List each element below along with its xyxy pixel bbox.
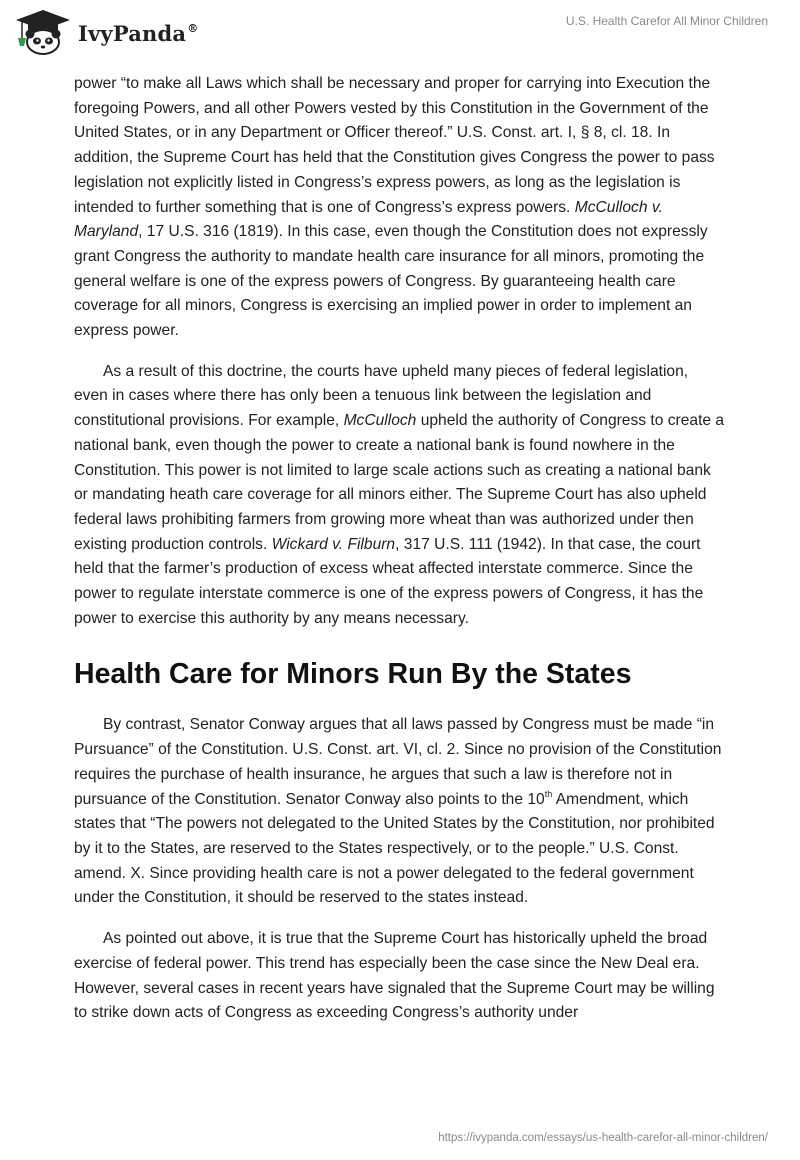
case-citation: McCulloch: [343, 412, 417, 430]
page-header: [0, 0, 800, 70]
paragraph: As pointed out above, it is true that the Supreme Court has historically upheld the broad exercise of federal power. This trend has especially been the case since the New Deal era. However, several cases in recent years have signaled that the Supreme Court may be willing to strike down acts of Congress as exceeding Congress’s authority under: [74, 930, 715, 1022]
brand-name: IvyPanda®: [78, 20, 199, 46]
paragraph: As a result of this doctrine, the courts have upheld many pieces of federal legislation, even in cases where there has only been a tenuous link between the legislation and constitutional provisions. For example, McCulloch upheld the authority of Congress to create a national bank, even though the power to create a national bank is found nowhere in the Constitution. This power is not limited to large scale actions such as creating a national bank or mandating heath care coverage for all minors either. The Supreme Court has also upheld federal laws prohibiting farmers from growing more wheat than was authorized under then existing production controls. Wickard v. Filburn, 317 U.S. 111 (1942). In that case, the court held that the farmer’s production of excess wheat affected interstate commerce. Since the power to regulate interstate commerce is one of the express powers of Congress, it has the power to exercise this authority by any means necessary.: [74, 362, 725, 627]
document-title: U.S. Health Carefor All Minor Children: [565, 14, 768, 28]
case-citation: McCulloch v. Maryland: [74, 198, 663, 241]
ivypanda-logo[interactable]: [14, 8, 198, 56]
case-citation: Wickard v. Filburn: [271, 535, 396, 553]
paragraph: By contrast, Senator Conway argues that all laws passed by Congress must be made “in Pursuance” of the Constitution. U.S. Const. art. VI, cl. 2. Since no provision of the Constitution requires the purchase of health insurance, he argues that such a law is therefore not in pursuance of the Constitution. Senator Conway also points to the 10th Amendment, which states that “The powers not delegated to the United States by the Constitution, nor prohibited by it to the States, are reserved to the States respectively, or to the people.” U.S. Const. amend. X. Since providing health care is not a power delegated to the federal government under the Constitution, it should be reserved to the states instead.: [74, 716, 722, 907]
paragraph: power “to make all Laws which shall be necessary and proper for carrying into Execution the foregoing Powers, and all other Powers vested by this Constitution in the Government of the United States, or in any Department or Officer thereof.” U.S. Const. art. I, § 8, cl. 18. In addition, the Supreme Court has held that the Constitution gives Congress the power to pass legislation not explicitly listed in Congress’s express powers, as long as the legislation is intended to further something that is one of Congress’s express powers. McCulloch v. Maryland, 17 U.S. 316 (1819). In this case, even though the Constitution does not expressly grant Congress the authority to mandate health care insurance for all minors, promoting the general welfare is one of the express powers of Congress. By guaranteeing health care coverage for all minors, Congress is exercising an implied power in order to implement an express power.: [74, 75, 715, 340]
panda-graduation-icon: [14, 8, 72, 56]
essay-body: [74, 72, 726, 1042]
source-url[interactable]: https://ivypanda.com/essays/us-health-carefor-all-minor-children/: [438, 1132, 768, 1144]
section-heading: Health Care for Minors Run By the States: [74, 658, 632, 691]
